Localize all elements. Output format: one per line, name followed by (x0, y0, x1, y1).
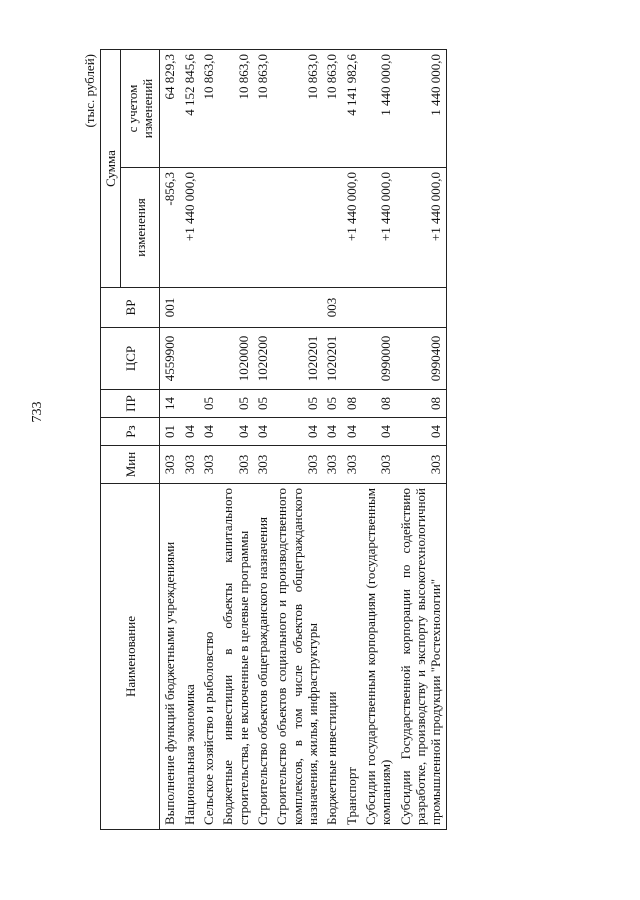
header-pr: ПР (101, 390, 160, 418)
row-pr: 05 (199, 390, 218, 418)
table-row (199, 50, 218, 830)
header-name: Наименование (101, 484, 160, 830)
row-name: Строительство объектов социального и производственного комплексов, в том числе объектов общегражданского назначения, жилья, инфраструктуры (272, 484, 322, 830)
row-pr (180, 390, 199, 418)
table-row (342, 50, 361, 830)
row-rz: 04 (396, 418, 446, 446)
row-name: Сельское хозяйство и рыболовство (199, 484, 218, 830)
table-row (180, 50, 199, 830)
row-csr: 1020000 (218, 328, 253, 390)
row-csr: 4559900 (160, 328, 180, 390)
header-vr: ВР (101, 288, 160, 328)
table-row (396, 50, 446, 830)
row-pr: 08 (361, 390, 396, 418)
row-name: Строительство объектов общегражданского назначения (253, 484, 272, 830)
row-pr: 05 (218, 390, 253, 418)
header-sum: Сумма (101, 50, 121, 288)
row-pr: 08 (396, 390, 446, 418)
row-name: Бюджетные инвестиции в объекты капитального строительства, не включенные в целевые программы (218, 484, 253, 830)
row-vr (180, 288, 199, 328)
row-vr: 003 (322, 288, 341, 328)
row-name: Национальная экономика (180, 484, 199, 830)
row-min: 303 (218, 446, 253, 484)
row-csr (180, 328, 199, 390)
row-min: 303 (199, 446, 218, 484)
row-vr: 001 (160, 288, 180, 328)
row-name: Бюджетные инвестиции (322, 484, 341, 830)
row-total: 10 863,0 (253, 50, 272, 168)
row-min: 303 (322, 446, 341, 484)
row-name: Транспорт (342, 484, 361, 830)
row-min: 303 (361, 446, 396, 484)
row-name: Субсидии Государственной корпорации по содействию разработке, производству и экспорту высокотехнологичной промышленной продукции "Ростехнологии" (396, 484, 446, 830)
rotated-document (80, 50, 600, 830)
row-min: 303 (160, 446, 180, 484)
header-csr: ЦСР (101, 328, 160, 390)
row-csr: 1020201 (322, 328, 341, 390)
table-row (253, 50, 272, 830)
header-changes: изменения (121, 168, 160, 288)
row-csr: 0990400 (396, 328, 446, 390)
row-vr (272, 288, 322, 328)
row-changes: -856,3 (160, 168, 180, 288)
row-pr: 05 (322, 390, 341, 418)
budget-table (100, 49, 447, 830)
row-vr (199, 288, 218, 328)
row-changes: +1 440 000,0 (342, 168, 361, 288)
row-vr (342, 288, 361, 328)
row-rz: 04 (361, 418, 396, 446)
row-rz: 04 (218, 418, 253, 446)
header-with-changes: с учетом изменений (121, 50, 160, 168)
row-min: 303 (180, 446, 199, 484)
row-changes (218, 168, 253, 288)
row-min: 303 (272, 446, 322, 484)
row-min: 303 (342, 446, 361, 484)
row-changes: +1 440 000,0 (396, 168, 446, 288)
row-vr (253, 288, 272, 328)
table-row (218, 50, 253, 830)
row-total: 10 863,0 (272, 50, 322, 168)
table-row (361, 50, 396, 830)
row-changes (199, 168, 218, 288)
row-changes: +1 440 000,0 (180, 168, 199, 288)
row-name: Субсидии государственным корпорациям (государственным компаниям) (361, 484, 396, 830)
table-row (160, 50, 180, 830)
row-csr: 1020200 (253, 328, 272, 390)
row-total: 4 141 982,6 (342, 50, 361, 168)
unit-note: (тыс. рублей) (82, 54, 97, 128)
row-rz: 01 (160, 418, 180, 446)
row-csr: 1020201 (272, 328, 322, 390)
row-pr: 05 (272, 390, 322, 418)
row-vr (396, 288, 446, 328)
row-rz: 04 (342, 418, 361, 446)
table-row (272, 50, 322, 830)
header-min: Мин (101, 446, 160, 484)
row-changes (272, 168, 322, 288)
row-total: 1 440 000,0 (361, 50, 396, 168)
table-row (322, 50, 341, 830)
row-changes (322, 168, 341, 288)
row-rz: 04 (272, 418, 322, 446)
row-csr (342, 328, 361, 390)
row-vr (218, 288, 253, 328)
row-total: 10 863,0 (322, 50, 341, 168)
row-csr: 0990000 (361, 328, 396, 390)
row-rz: 04 (180, 418, 199, 446)
row-total: 1 440 000,0 (396, 50, 446, 168)
row-rz: 04 (322, 418, 341, 446)
table-header (101, 50, 160, 830)
row-pr: 05 (253, 390, 272, 418)
row-csr (199, 328, 218, 390)
page-number: 733 (30, 401, 45, 423)
row-rz: 04 (199, 418, 218, 446)
row-min: 303 (253, 446, 272, 484)
row-pr: 08 (342, 390, 361, 418)
row-changes: +1 440 000,0 (361, 168, 396, 288)
table-body (160, 50, 446, 830)
row-total: 4 152 845,6 (180, 50, 199, 168)
row-min: 303 (396, 446, 446, 484)
row-rz: 04 (253, 418, 272, 446)
row-vr (361, 288, 396, 328)
row-total: 10 863,0 (218, 50, 253, 168)
row-name: Выполнение функций бюджетными учреждениями (160, 484, 180, 830)
row-total: 64 829,3 (160, 50, 180, 168)
row-pr: 14 (160, 390, 180, 418)
header-rz: Рз (101, 418, 160, 446)
row-total: 10 863,0 (199, 50, 218, 168)
row-changes (253, 168, 272, 288)
